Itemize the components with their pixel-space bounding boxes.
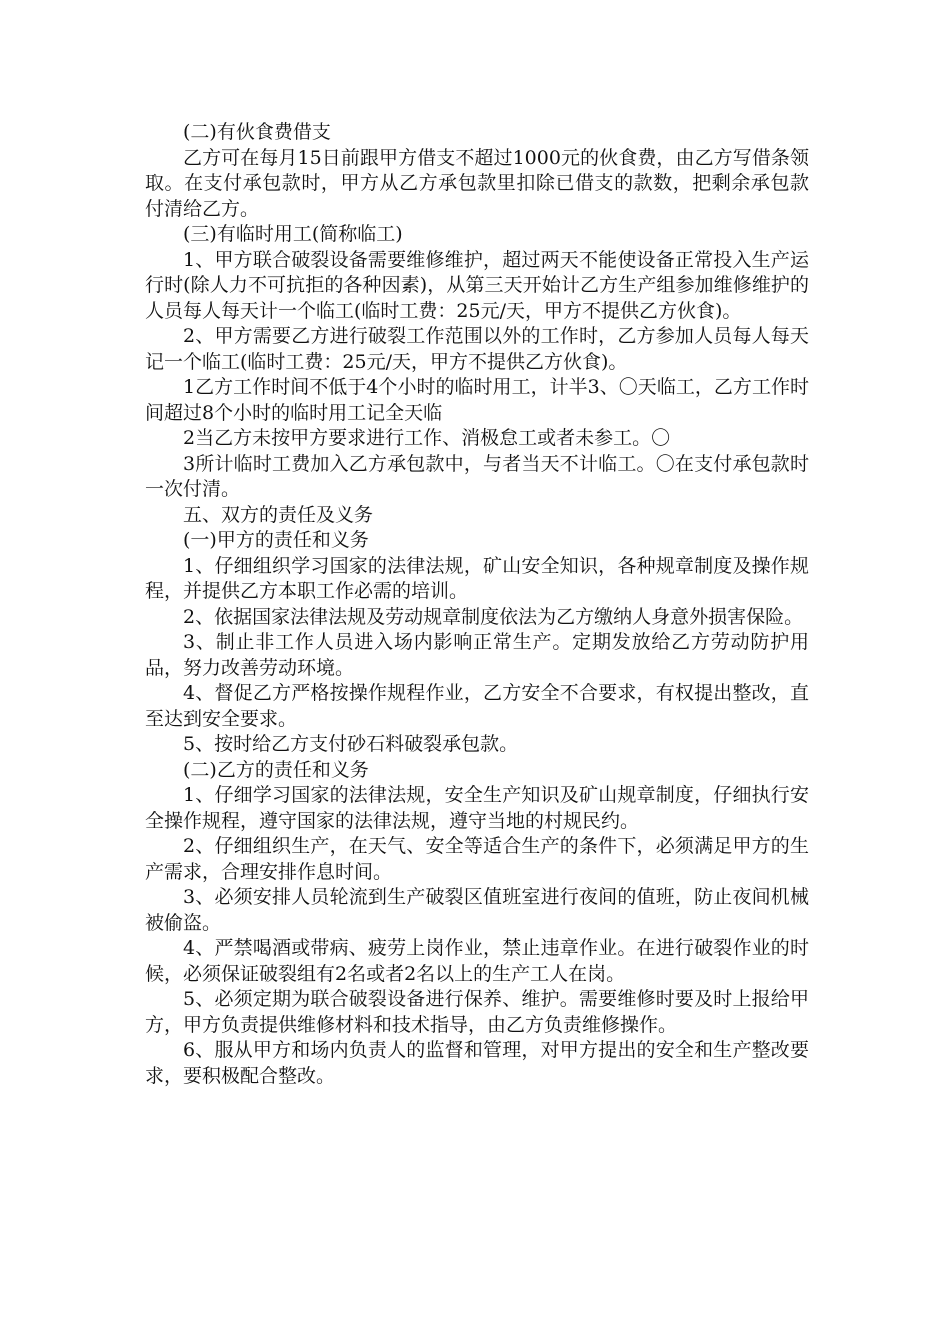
party-b-duty-2: 2、仔细组织生产，在天气、安全等适合生产的条件下，必须满足甲方的生产需求，合理安排作息时间。 — [145, 835, 809, 883]
paragraph-temp-labor-note-3: 3所计临时工费加入乙方承包款中，与者当天不计临工。〇在支付承包款时一次付清。 — [145, 452, 809, 500]
party-a-duty-3: 3、制止非工作人员进入场内影响正常生产。定期发放给乙方劳动防护用品，努力改善劳动环境。 — [145, 631, 809, 679]
party-b-duty-1: 1、仔细学习国家的法律法规，安全生产知识及矿山规章制度，仔细执行安全操作规程，遵守国家的法律法规，遵守当地的村规民约。 — [145, 784, 809, 832]
paragraph-temp-labor-2: 2、甲方需要乙方进行破裂工作范围以外的工作时，乙方参加人员每人每天记一个临工(临时工费：25元/天，甲方不提供乙方伙食)。 — [145, 325, 809, 373]
party-a-duty-2: 2、依据国家法律法规及劳动规章制度依法为乙方缴纳人身意外损害保险。 — [183, 605, 804, 628]
paragraph-temp-labor-note-2: 2当乙方未按甲方要求进行工作、消极怠工或者未参工。〇 — [183, 427, 671, 449]
party-b-duty-4: 4、严禁喝酒或带病、疲劳上岗作业，禁止违章作业。在进行破裂作业的时候，必须保证破裂组有2名或者2名以上的生产工人在岗。 — [145, 937, 809, 985]
heading-party-b-duties: (二)乙方的责任和义务 — [183, 758, 369, 781]
paragraph-temp-labor-note-1: 1乙方工作时间不低于4个小时的临时用工，计半3、〇天临工，乙方工作时间超过8个小时的临时用工记全天临 — [145, 376, 809, 424]
section-heading-responsibilities: 五、双方的责任及义务 — [183, 503, 374, 526]
party-b-duty-5: 5、必须定期为联合破裂设备进行保养、维护。需要维修时要及时上报给甲方，甲方负责提供维修材料和技术指导，由乙方负责维修操作。 — [145, 988, 809, 1036]
party-b-duty-3: 3、必须安排人员轮流到生产破裂区值班室进行夜间的值班，防止夜间机械被偷盗。 — [145, 886, 809, 934]
paragraph-temp-labor-1: 1、甲方联合破裂设备需要维修维护，超过两天不能使设备正常投入生产运行时(除人力不可抗拒的各种因素)，从第三天开始计乙方生产组参加维修维护的人员每人每天计一个临工(临时工费：25元/天，甲方不提供乙方伙食)。 — [145, 248, 809, 322]
party-a-duty-5: 5、按时给乙方支付砂石料破裂承包款。 — [183, 733, 519, 755]
party-a-duty-4: 4、督促乙方严格按操作规程作业，乙方安全不合要求，有权提出整改，直至达到安全要求。 — [145, 682, 809, 730]
party-a-duty-1: 1、仔细组织学习国家的法律法规，矿山安全知识，各种规章制度及操作规程，并提供乙方本职工作必需的培训。 — [145, 554, 809, 602]
heading-meal-advance: (二)有伙食费借支 — [183, 121, 331, 143]
heading-temporary-labor: (三)有临时用工(简称临工) — [183, 223, 403, 245]
paragraph-meal-advance: 乙方可在每月15日前跟甲方借支不超过1000元的伙食费，由乙方写借条领取。在支付承包款时，甲方从乙方承包款里扣除已借支的款数，把剩余承包款付清给乙方。 — [145, 146, 809, 220]
heading-party-a-duties: (一)甲方的责任和义务 — [183, 529, 369, 551]
document-page — [145, 120, 809, 1089]
party-b-duty-6: 6、服从甲方和场内负责人的监督和管理，对甲方提出的安全和生产整改要求，要积极配合整改。 — [145, 1039, 809, 1087]
